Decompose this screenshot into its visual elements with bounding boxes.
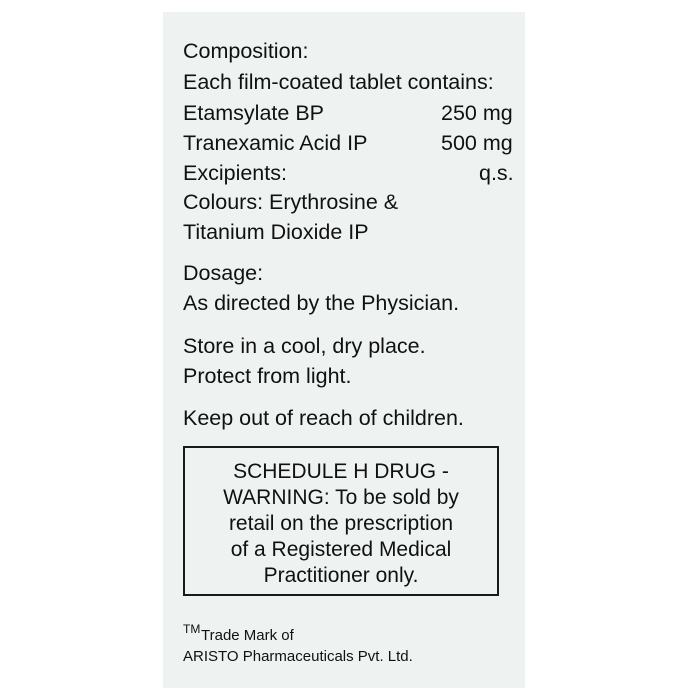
warning-line: of a Registered Medical (230, 538, 452, 561)
colours-line-1: Colours: Erythrosine & (183, 190, 399, 214)
ingredient-amount: q.s. (479, 161, 514, 185)
composition-intro: Each film-coated tablet contains: (183, 70, 494, 94)
dosage-heading: Dosage: (183, 261, 264, 285)
trademark-line: Trade Mark of (201, 627, 294, 644)
dosage-text: As directed by the Physician. (183, 291, 460, 315)
warning-line: retail on the prescription (228, 512, 454, 535)
composition-heading: Composition: (183, 39, 309, 63)
company-name: ARISTO Pharmaceuticals Pvt. Ltd. (183, 648, 413, 665)
children-warning: Keep out of reach of children. (183, 406, 464, 430)
storage-line-1: Store in a cool, dry place. (183, 334, 426, 358)
warning-line: SCHEDULE H DRUG - (233, 460, 449, 483)
storage-line-2: Protect from light. (183, 364, 352, 388)
schedule-h-warning-box (183, 446, 499, 596)
ingredient-name: Tranexamic Acid IP (183, 131, 368, 155)
ingredient-name: Etamsylate BP (183, 101, 324, 125)
trademark-symbol: TM (183, 622, 201, 636)
warning-line: WARNING: To be sold by (223, 486, 459, 509)
ingredient-amount: 500 mg (441, 131, 513, 155)
warning-line: Practitioner only. (263, 564, 419, 587)
ingredient-amount: 250 mg (441, 101, 513, 125)
colours-line-2: Titanium Dioxide IP (183, 220, 369, 244)
ingredient-name: Excipients: (183, 161, 287, 185)
